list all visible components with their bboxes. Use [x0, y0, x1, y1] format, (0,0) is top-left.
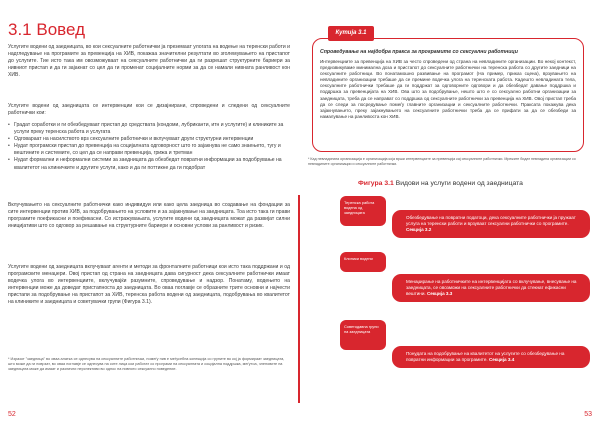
- right-page: [300, 0, 600, 424]
- bullet-item: • Нудат формални и неформални системи за заедницата да обезбедат повратни информации за подобрување на квалитетот на клиничките и другите услуги, како и да ги поттикне да ги подобрат: [8, 157, 290, 171]
- result-advisory: [392, 346, 590, 368]
- definition-paragraph: Услугите водени од заедницата се интервенции кои се дизајнирани, спроведени и следени од сексуалните работнички кои:: [8, 103, 290, 117]
- box-text: Интервенциите за превенција на ХИВ за често спроведени од страна на невладините организации. Во некој контекст, предизвикуваме минимална доза и пристапот до сексуалните работнички на теренска работа со другите заедници на сексуалните работници. Во понатамошно развивање на програмот (На пример, приказ сцена), врзувањето на невладините организации требаше да се премине водечка улога на теренската работа. Кадешто невладината тела, сексуалните работнички требаше да ги поддржат за одговорните одговори и да обезбедат давање поддршка и поддршка за превенцијата на ХИВ. Ова што за подобрување, нешто што е со сексуално работни организации за заедницата, треба да се направат со поддршка од сексуалните работнички за превенција на ХИВ. Овој пристап треба да се следи за посредување помеѓу главните организации и сексуалните работнички. Праксата покажува дека зајакнувањето, преку зајакнувањето на сексуалните работнички треба да се прифати за да се обезбеди за намалување на ранливоста кон ХИВ.: [320, 59, 576, 119]
- result-text: Понудата на подобрување на квалитетот на услугите со обезбедување на повратни информации за програмите.: [406, 351, 565, 363]
- step-clinics: Клиники водени: [340, 252, 386, 272]
- box-footnote: * Кад невладината организација е организација која врши интервенциите за превенција кај сексуалните работнички. Мрежите бидат невладина организации со невладините организации и сексуалните работнички.: [308, 157, 576, 166]
- bullet-list: [8, 122, 290, 172]
- result-clinics: [392, 274, 590, 302]
- page-number: 52: [8, 411, 16, 418]
- result-text: Менаџирање на работничките на интервенцијата со вклучување, внесување на заедницата, се овозможи на сексуалните работнички да стекнат ефикасни вештини.: [406, 279, 577, 297]
- section-reference: Секција 3.3: [426, 291, 453, 297]
- result-text: Обезбедување на повратни податоци, дека сексуалните работнички ја пружаат услуга на теренски работи и врзуваат сексуални работнички со програмите.: [406, 215, 576, 227]
- figure-label: Фигура 3.1: [358, 180, 394, 187]
- section-reference: Секција 3.4: [488, 357, 515, 363]
- section-title: 3.1 Вовед: [8, 20, 85, 39]
- figure-title: Видови на услуги водени од заедницата: [395, 180, 523, 187]
- result-outreach: [392, 210, 590, 238]
- figure-caption: [358, 180, 523, 187]
- bullet-item: • Нудат програмски пристап до превенција на социјалната одговорност што го зајакнува не само знаењето, тугу и вештините и системите, со цел да се направи превенција, грижа и третман: [8, 143, 290, 157]
- paragraph-3: Вклучувањето на сексуалните работнички како индивидуи или како цела заедница во создавање на фондации за сите интервенции против ХИВ, за подобрувањето на условите и за зајакнување на заедницата. Тоа исто така ги прави програмите поефикасни и поефикасни. Со истражувањата, услугите водени од заедницата можат да развијат силни иницијативи што со одговор за решавање на структурните бариери и основни услови за ранливост и ризик.: [8, 202, 290, 230]
- info-box: [312, 38, 584, 152]
- section-reference: Секција 3.2: [406, 227, 432, 233]
- paragraph-4: Услугите водени од заедницата вклучуваат агенти и методи за фронталните работници кои исто така поддржани и од програмските менаџери. Овој пристап од страна на заедницата дава сигурност дека сексуалните работнички имаат водечка улога во интервенциите, вклучувајќи разумните, спроведување и надзор. Понатаму, водењето на интервенции може да доведат пристапноста до заедницата. Во оваа поглавје се образните трите основни и најчести пристапи за подобрување на пристапот за ХИВ, теренска работа водени од заедницата, подобрувања во квалитетот на клиниките и заедницата и советувачки групи (Фигура 3.1).: [8, 264, 290, 306]
- page-number: 53: [584, 411, 592, 418]
- timeline-line-left: [298, 195, 300, 403]
- box-tag: Кутија 3.1: [328, 26, 374, 41]
- step-advisory: Советодавна групи на заедницата: [340, 320, 386, 350]
- bullet-item: • Одговараат на насилството врз сексуалните работнички и вклучуваат други структурни интервенции: [8, 136, 290, 143]
- box-heading: Спроведување на најдобра пракса за програмите со сексуални работници: [320, 49, 518, 55]
- intro-paragraph: Услугите водени од заедницата, во кои сексуалните работнички ја преземаат улогата на водење на теренски работи и надгледување на програмите за превенција на ХИВ, покажаа значителни резултати во зголемувањето на пристапот до услугите. Тие исто така им овозможуваат на сексуалните работнички да ги разрешат структурните бариери за нивниот пристап и да ги зајакнат со цел да ги променат социјалните норми за да се намали нивната ранливост кон ХИВ.: [8, 44, 290, 79]
- bullet-item: • Градат соработки и ги обезбедуваат пристап до средствата (кондоми, лубриканти, итн и услугите) и клиниките за услуги преку теренска работа и услугата: [8, 122, 290, 136]
- footnote: * Изразот "заедница" во оваа алатка се однесува на сексуалните работнички, помеѓу нив е меѓусебна конекција со групите во кој ја формираат заедницата, што може да ги поврзат, во оваа поглавје се однесува на сите лица кои работат со програми на сексуалната и социјална поддршка, меѓутоа, членовите на заедницата може да имаат и различни перспективи во однос на нивното сексуално поведение.: [8, 357, 285, 372]
- step-outreach: Теренска работа водена од заедницата: [340, 196, 386, 226]
